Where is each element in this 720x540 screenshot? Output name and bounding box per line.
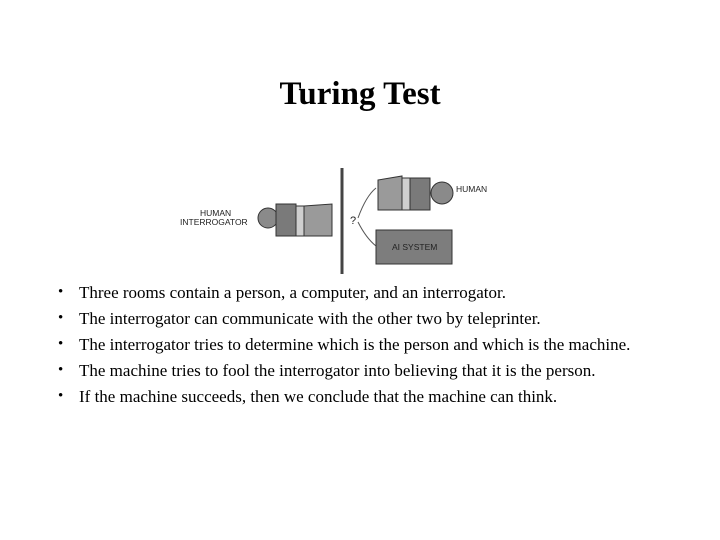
bullet-item	[55, 334, 675, 355]
bullet-text: The interrogator tries to determine which is the person and which is the machine.	[79, 335, 631, 354]
human-desk-icon	[410, 178, 430, 210]
bullet-dot: •	[58, 336, 64, 352]
slide-title: Turing Test	[279, 76, 441, 112]
bullet-item	[55, 360, 675, 381]
interrogator-desk-icon	[276, 204, 296, 236]
interrogator-label-line1: HUMAN	[200, 208, 232, 218]
bullet-text: If the machine succeeds, then we conclude that the machine can think.	[79, 387, 558, 406]
interrogator-station	[180, 204, 332, 236]
human-head-icon	[431, 182, 453, 204]
bullet-dot: •	[58, 310, 64, 326]
human-keyboard-icon	[402, 178, 410, 210]
bullet-dot: •	[58, 362, 64, 378]
bullet-text: The interrogator can communicate with the other two by teleprinter.	[79, 309, 541, 328]
bullet-item	[55, 308, 675, 329]
bullet-text: Three rooms contain a person, a computer, and an interrogator.	[79, 283, 507, 302]
bullet-dot: •	[58, 284, 64, 300]
bullet-item	[55, 386, 675, 407]
bullet-list	[55, 282, 675, 412]
human-station	[378, 176, 487, 210]
turing-test-diagram	[170, 166, 500, 276]
ai-system-label: AI SYSTEM	[392, 242, 438, 252]
interrogator-head-icon	[258, 208, 278, 228]
connector-to-ai	[358, 222, 376, 246]
human-teleprinter-icon	[378, 176, 402, 210]
bullet-item	[55, 282, 675, 303]
diagram-illustration	[170, 166, 500, 276]
interrogator-keyboard-icon	[296, 206, 304, 236]
bullet-text: The machine tries to fool the interrogator into believing that it is the person.	[79, 361, 596, 380]
bullet-dot: •	[58, 388, 64, 404]
human-label: HUMAN	[456, 184, 488, 194]
connector-to-human	[358, 188, 376, 218]
interrogator-teleprinter-icon	[304, 204, 332, 236]
ai-system-station	[376, 230, 452, 264]
interrogator-label-line2: INTERROGATOR	[180, 217, 248, 227]
question-mark: ?	[350, 215, 357, 227]
